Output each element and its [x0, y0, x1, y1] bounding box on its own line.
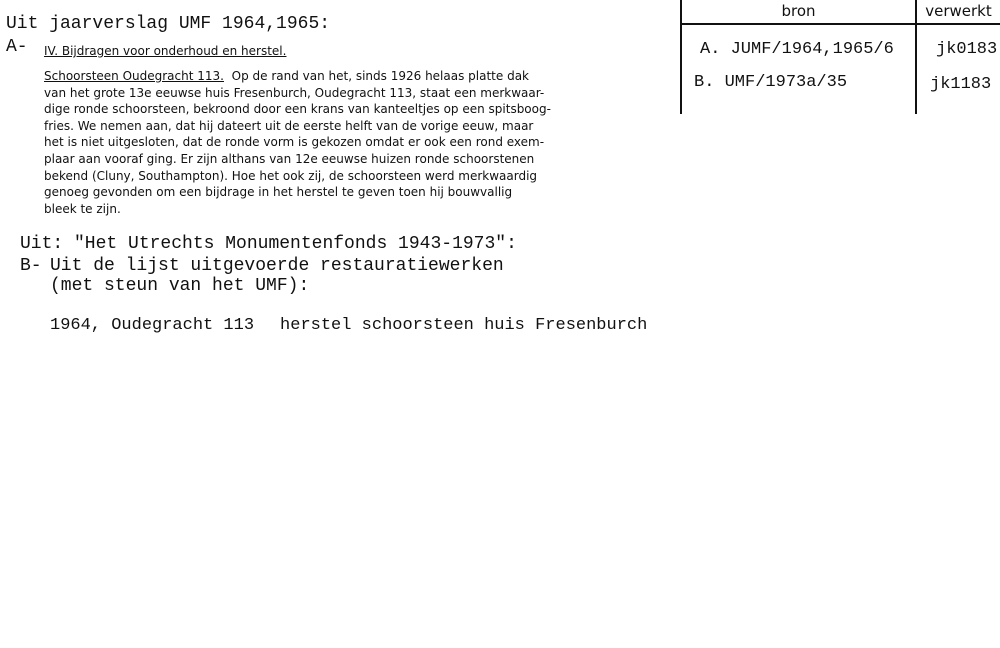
restoration-entry: [50, 316, 647, 335]
column-header-bron: bron: [781, 2, 816, 20]
part-b-label: B-: [20, 256, 42, 276]
excerpt-subject: Schoorsteen Oudegracht 113.: [44, 69, 224, 83]
excerpt-line: dige ronde schoorsteen, bekroond door een krans van kanteeltjes op een spitsboog-: [44, 102, 551, 117]
column-header-verwerkt: verwerkt: [925, 2, 992, 20]
excerpt-paragraph: [44, 68, 564, 217]
part-b-header: Uit: "Het Utrechts Monumentenfonds 1943-1973":: [20, 234, 517, 254]
entry-work: herstel schoorsteen huis Fresenburch: [280, 316, 648, 335]
list-subtitle: (met steun van het UMF):: [50, 276, 310, 296]
table-header-rule: [680, 23, 1000, 25]
source-table: [680, 0, 1000, 114]
processed-code-b: jk1183: [930, 75, 992, 94]
source-ref-a: A. JUMF/1964,1965/6: [700, 40, 894, 59]
source-ref-b: B. UMF/1973a/35: [694, 73, 848, 92]
excerpt-line-text: Op de rand van het, sinds 1926 helaas platte dak: [231, 69, 529, 83]
excerpt-line: van het grote 13e eeuwse huis Fresenburch, Oudegracht 113, staat een merkwaar-: [44, 85, 545, 100]
excerpt-line: fries. We nemen aan, dat hij dateert uit de eerste helft van de vorige eeuw, maar: [44, 118, 534, 133]
section-title: IV. Bijdragen voor onderhoud en herstel.: [44, 44, 287, 58]
list-title: Uit de lijst uitgevoerde restauratiewerken: [50, 256, 504, 276]
excerpt-line: bleek te zijn.: [44, 201, 121, 216]
part-a-label: A-: [6, 37, 28, 57]
excerpt-line: plaar aan vooraf ging. Er zijn althans van 12e eeuwse huizen ronde schoorstenen: [44, 151, 535, 166]
excerpt-line: genoeg gevonden om een bijdrage in het herstel te geven toen hij bouwvallig: [44, 185, 513, 200]
excerpt-line: het is niet uitgesloten, dat de ronde vorm is gekozen omdat er ook een rond exem-: [44, 135, 545, 150]
part-a-header: Uit jaarverslag UMF 1964,1965:: [6, 14, 331, 34]
entry-year-place: 1964, Oudegracht 113: [50, 316, 255, 335]
excerpt-line: bekend (Cluny, Southampton). Hoe het ook zij, de schoorsteen werd merkwaardig: [44, 168, 538, 183]
excerpt-line: [44, 68, 564, 85]
processed-code-a: jk0183: [936, 40, 998, 59]
